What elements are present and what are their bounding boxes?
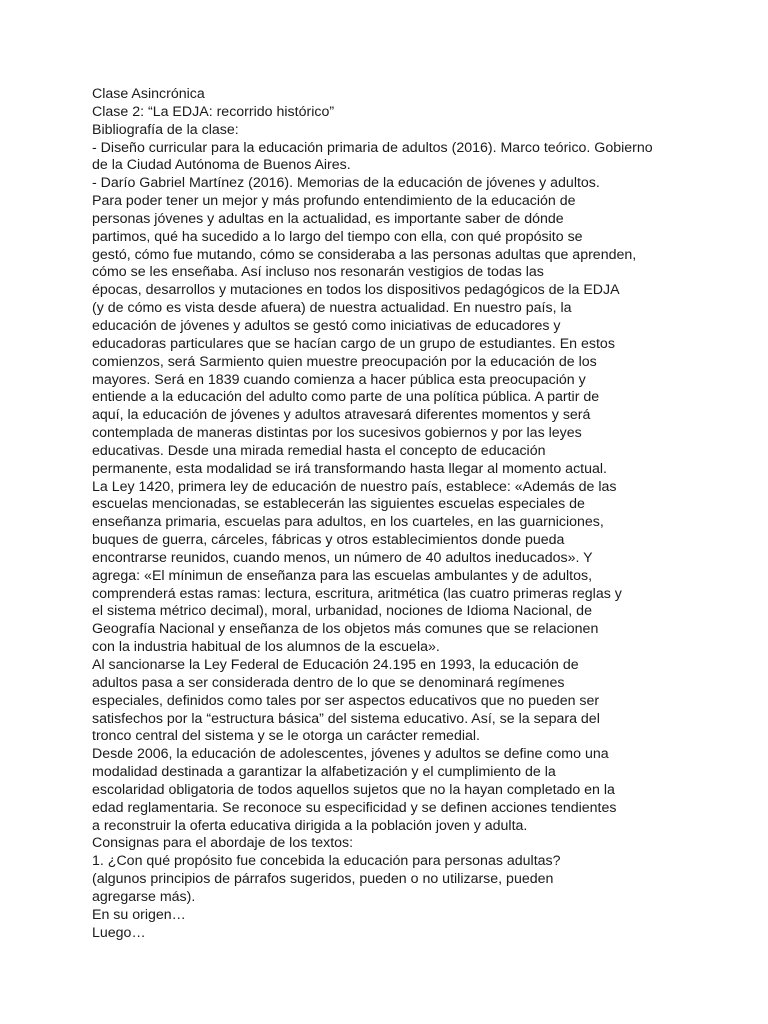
federal-law-line: satisfechos por la “estructura básica” del sistema educativo. Así, se la separa del — [92, 710, 600, 727]
intro-paragraph-line: cómo se les enseñaba. Así incluso nos resonarán vestigios de todas las — [92, 264, 544, 281]
intro-paragraph-line: partimos, qué ha sucedido a lo largo del tiempo con ella, con qué propósito se — [92, 228, 583, 245]
law-1420-line: encontrarse reunidos, cuando menos, un número de 40 adultos ineducados». Y — [92, 549, 593, 566]
law-1420-line: el sistema métrico decimal), moral, urbanidad, nociones de Idioma Nacional, de — [92, 603, 592, 620]
intro-paragraph-line: educadoras particulares que se hacían cargo de un grupo de estudiantes. En estos — [92, 335, 615, 352]
federal-law-line: adultos pasa a ser considerada dentro de lo que se denominará regímenes — [92, 674, 565, 691]
class-title: Clase 2: “La EDJA: recorrido histórico” — [92, 103, 335, 120]
bibliography-item: de la Ciudad Autónoma de Buenos Aires. — [92, 157, 351, 174]
intro-paragraph-line: educación de jóvenes y adultos se gestó como iniciativas de educadores y — [92, 317, 561, 334]
since-2006-line: edad reglamentaria. Se reconoce su especificidad y se definen acciones tendientes — [92, 799, 617, 816]
intro-paragraph-line: gestó, cómo fue mutando, cómo se consideraba a las personas adultas que aprenden, — [92, 246, 637, 263]
instruction-question: 1. ¿Con qué propósito fue concebida la educación para personas adultas? — [92, 853, 561, 870]
intro-paragraph-line: aquí, la educación de jóvenes y adultos atravesará diferentes momentos y será — [92, 407, 591, 424]
federal-law-line: especiales, definidos como tales por ser aspectos educativos que no pueden ser — [92, 692, 600, 709]
law-1420-line: La Ley 1420, primera ley de educación de nuestro país, establece: «Además de las — [92, 478, 617, 495]
class-type-heading: Clase Asincrónica — [92, 86, 205, 102]
since-2006-line: escolaridad obligatoria de todos aquellos sujetos que no la hayan completado en la — [92, 781, 615, 798]
law-1420-line: escuelas mencionadas, se establecerán las siguientes escuelas especiales de — [92, 496, 585, 513]
law-1420-line: enseñanza primaria, escuelas para adultos, en los cuarteles, en las guarniciones, — [92, 514, 604, 531]
instructions-heading: Consignas para el abordaje de los textos: — [92, 835, 354, 852]
bibliography-item: - Darío Gabriel Martínez (2016). Memorias de la educación de jóvenes y adultos. — [92, 175, 600, 192]
intro-paragraph-line: comienzos, será Sarmiento quien muestre preocupación por la educación de los — [92, 353, 597, 370]
law-1420-line: Geografía Nacional y enseñanza de los objetos más comunes que se relacionen — [92, 621, 599, 638]
intro-paragraph-line: personas jóvenes y adultas en la actualidad, es importante saber de dónde — [92, 210, 564, 227]
since-2006-line: modalidad destinada a garantizar la alfabetización y el cumplimiento de la — [92, 764, 556, 781]
intro-paragraph-line: épocas, desarrollos y mutaciones en todos los dispositivos pedagógicos de la EDJA — [92, 282, 620, 299]
document-page — [92, 86, 692, 943]
intro-paragraph-line: contemplada de maneras distintas por los sucesivos gobiernos y por las leyes — [92, 425, 582, 442]
law-1420-line: agrega: «El mínimun de enseñanza para las escuelas ambulantes y de adultos, — [92, 567, 593, 584]
bibliography-item: - Diseño curricular para la educación primaria de adultos (2016). Marco teórico. Gobierno — [92, 139, 653, 156]
intro-paragraph-line: entiende a la educación del adulto como parte de una política pública. A partir de — [92, 389, 600, 406]
since-2006-line: Desde 2006, la educación de adolescentes, jóvenes y adultos se define como una — [92, 746, 609, 763]
federal-law-line: Al sancionarse la Ley Federal de Educación 24.195 en 1993, la educación de — [92, 657, 579, 673]
law-1420-line: buques de guerra, cárceles, fábricas y otros establecimientos donde pueda — [92, 532, 565, 549]
instruction-note: agregarse más). — [92, 888, 196, 905]
intro-paragraph-line: Para poder tener un mejor y más profundo entendimiento de la educación de — [92, 193, 576, 210]
intro-paragraph-line: educativas. Desde una mirada remedial hasta el concepto de educación — [92, 442, 546, 459]
answer-prompt: Luego… — [92, 924, 146, 941]
intro-paragraph-line: mayores. Será en 1839 cuando comienza a hacer pública esta preocupación y — [92, 371, 586, 388]
intro-paragraph-line: (y de cómo es vista desde afuera) de nuestra actualidad. En nuestro país, la — [92, 300, 572, 317]
law-1420-line: comprenderá estas ramas: lectura, escritura, aritmética (las cuatro primeras reglas y — [92, 585, 622, 602]
answer-prompt: En su origen… — [92, 906, 186, 923]
law-1420-line: con la industria habitual de los alumnos de la escuela». — [92, 639, 440, 656]
since-2006-line: a reconstruir la oferta educativa dirigida a la población joven y adulta. — [92, 817, 528, 834]
instruction-note: (algunos principios de párrafos sugeridos, pueden o no utilizarse, pueden — [92, 871, 554, 888]
intro-paragraph-line: permanente, esta modalidad se irá transformando hasta llegar al momento actual. — [92, 460, 607, 477]
bibliography-heading: Bibliografía de la clase: — [92, 121, 239, 138]
federal-law-line: tronco central del sistema y se le otorga un carácter remedial. — [92, 728, 480, 745]
